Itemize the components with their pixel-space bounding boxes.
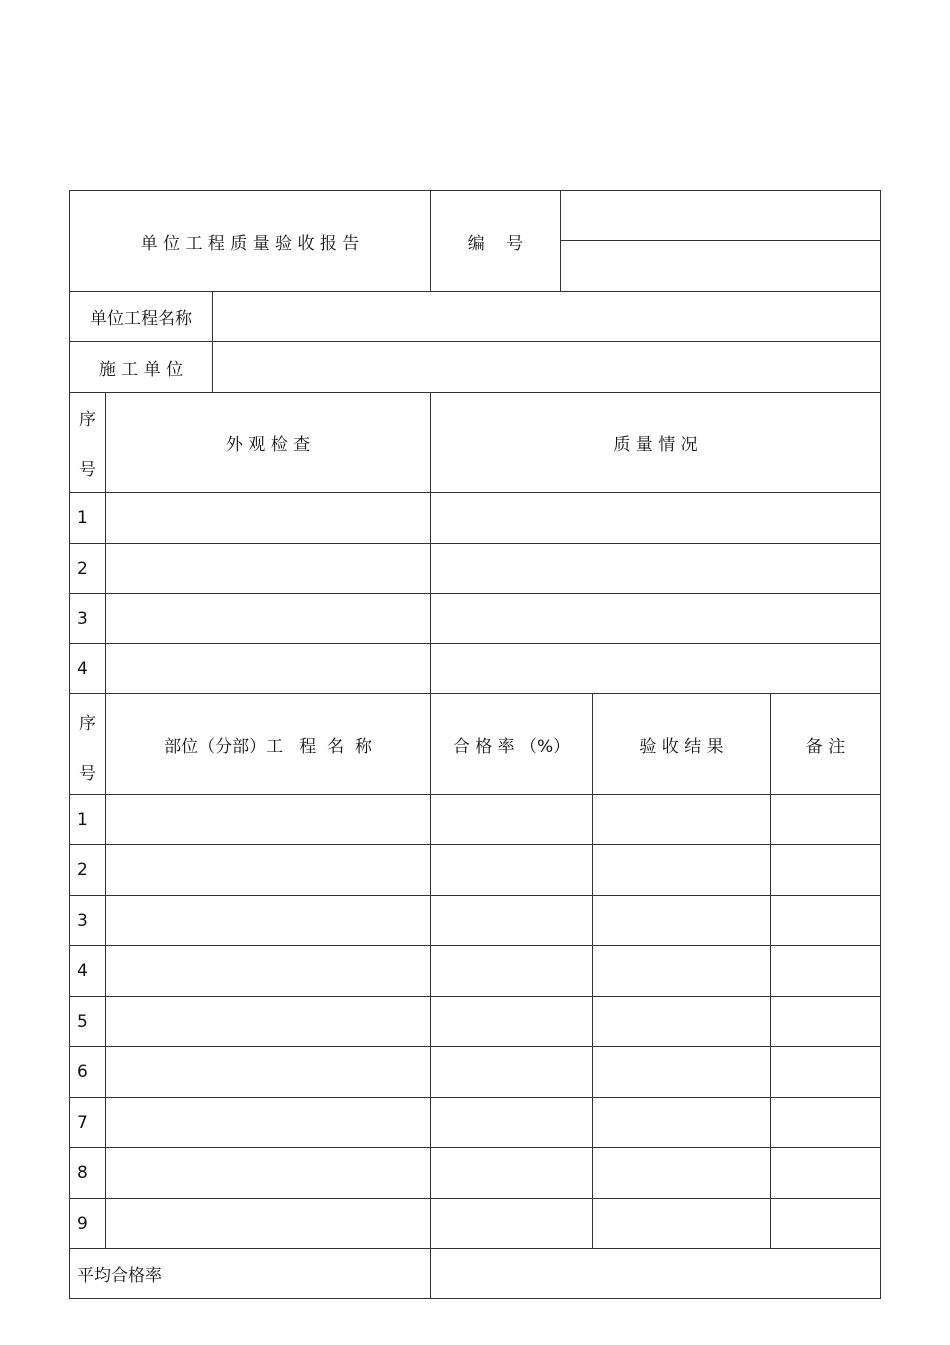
code-value-field-1[interactable] [561,191,880,240]
appearance-check-header: 外 观 检 查 [225,435,311,455]
appearance-row-check-field[interactable] [106,594,430,643]
subdivision-row-8-rate-field[interactable] [431,1148,592,1198]
subdivision-row-5-note-field[interactable] [771,997,880,1046]
subdivision-name-header: 部位（分部）工 程 名 称 [164,736,372,757]
subdivision-row-7-rate-field[interactable] [431,1098,592,1147]
subdivision-seq-header-bottom: 号 [79,763,96,784]
contractor-label: 施 工 单 位 [98,359,184,380]
subdivision-row-seq: 4 [77,961,88,981]
subdivision-row-seq: 5 [77,1011,88,1032]
appearance-seq-header-top: 序 [79,409,96,430]
subdivision-row-1-rate-field[interactable] [431,795,592,844]
subdivision-row-9-name-field[interactable] [106,1199,430,1248]
subdivision-row-4-note-field[interactable] [771,946,880,996]
subdivision-seq-header-top: 序 [79,713,96,734]
project-name-label: 单位工程名称 [90,309,192,329]
subdivision-row-2-name-field[interactable] [106,845,430,895]
subdivision-row-6-result-field[interactable] [593,1047,770,1097]
subdivision-row-7-name-field[interactable] [106,1098,430,1147]
subdivision-row-1-name-field[interactable] [106,795,430,844]
subdivision-row-seq: 8 [77,1163,88,1183]
subdivision-row-seq: 6 [77,1062,88,1082]
subdivision-row-seq: 3 [77,910,88,931]
subdivision-row-1-note-field[interactable] [771,795,880,844]
subdivision-row-7-note-field[interactable] [771,1098,880,1147]
subdivision-row-1-result-field[interactable] [593,795,770,844]
contractor-field[interactable] [213,342,880,392]
appearance-row-quality-field[interactable] [431,644,880,693]
report-title: 单 位 工 程 质 量 验 收 报 告 [140,233,360,254]
appearance-row-seq: 2 [77,558,88,579]
subdivision-row-5-name-field[interactable] [106,997,430,1046]
subdivision-row-seq: 7 [77,1112,88,1133]
subdivision-row-5-result-field[interactable] [593,997,770,1046]
appearance-row-check-field[interactable] [106,544,430,593]
appearance-quality-header: 质 量 情 况 [613,435,698,455]
form-border-right [880,190,881,1299]
average-rate-label: 平均合格率 [77,1266,162,1286]
average-rate-field[interactable] [431,1249,880,1298]
appearance-row-seq: 3 [77,608,88,629]
form-border-bottom [69,1298,881,1299]
appearance-row-quality-field[interactable] [431,544,880,593]
subdivision-row-3-rate-field[interactable] [431,896,592,945]
subdivision-row-seq: 1 [77,809,88,830]
subdivision-row-8-name-field[interactable] [106,1148,430,1198]
subdivision-row-seq: 2 [77,860,88,880]
subdivision-row-4-result-field[interactable] [593,946,770,996]
subdivision-rate-header: 合 格 率 （%） [452,736,571,757]
subdivision-row-3-result-field[interactable] [593,896,770,945]
subdivision-row-seq: 9 [77,1213,88,1234]
code-value-field-2[interactable] [561,241,880,291]
subdivision-row-6-note-field[interactable] [771,1047,880,1097]
subdivision-row-3-note-field[interactable] [771,896,880,945]
appearance-row-seq: 1 [77,508,88,528]
subdivision-row-9-note-field[interactable] [771,1199,880,1248]
appearance-row-seq: 4 [77,658,88,679]
project-name-field[interactable] [213,292,880,341]
subdivision-note-header: 备 注 [805,736,846,757]
subdivision-row-2-note-field[interactable] [771,845,880,895]
subdivision-row-7-result-field[interactable] [593,1098,770,1147]
subdivision-row-6-rate-field[interactable] [431,1047,592,1097]
subdivision-row-9-rate-field[interactable] [431,1199,592,1248]
subdivision-row-2-result-field[interactable] [593,845,770,895]
subdivision-row-9-result-field[interactable] [593,1199,770,1248]
subdivision-row-2-rate-field[interactable] [431,845,592,895]
subdivision-row-5-rate-field[interactable] [431,997,592,1046]
appearance-row-quality-field[interactable] [431,493,880,543]
code-label: 编 号 [467,233,524,254]
subdivision-row-3-name-field[interactable] [106,896,430,945]
subdivision-row-4-rate-field[interactable] [431,946,592,996]
subdivision-result-header: 验 收 结 果 [639,736,724,757]
subdivision-row-4-name-field[interactable] [106,946,430,996]
appearance-row-quality-field[interactable] [431,594,880,643]
appearance-row-check-field[interactable] [106,493,430,543]
appearance-row-check-field[interactable] [106,644,430,693]
subdivision-row-6-name-field[interactable] [106,1047,430,1097]
appearance-seq-header-bottom: 号 [79,459,96,480]
subdivision-row-8-note-field[interactable] [771,1148,880,1198]
subdivision-row-8-result-field[interactable] [593,1148,770,1198]
